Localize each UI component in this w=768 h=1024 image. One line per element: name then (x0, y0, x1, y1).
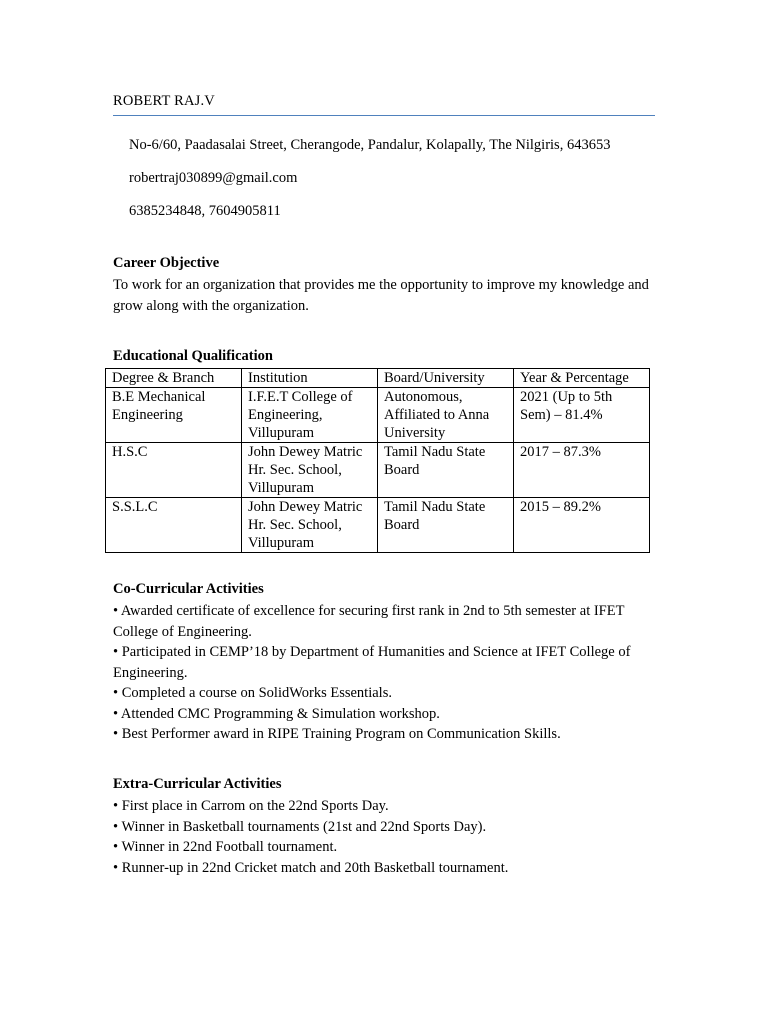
list-item: • Winner in 22nd Football tournament. (113, 839, 338, 855)
co-curricular-heading: Co-Curricular Activities (113, 581, 264, 597)
table-cell: 2015 – 89.2% (514, 498, 650, 553)
list-item: • Completed a course on SolidWorks Essentials. (113, 685, 392, 701)
list-item: • Attended CMC Programming & Simulation workshop. (113, 705, 440, 722)
table-cell: Tamil Nadu State Board (378, 498, 514, 553)
table-cell: Autonomous, Affiliated to Anna University (378, 388, 514, 443)
header-divider (113, 115, 655, 116)
table-cell: John Dewey Matric Hr. Sec. School, Villupuram (242, 498, 378, 553)
candidate-name: ROBERT RAJ.V (113, 93, 215, 109)
table-cell: 2017 – 87.3% (514, 443, 650, 498)
table-cell: H.S.C (106, 443, 242, 498)
education-table (105, 368, 650, 553)
list-item: • Winner in Basketball tournaments (21st and 22nd Sports Day). (113, 818, 487, 835)
table-cell: B.E Mechanical Engineering (106, 388, 242, 443)
list-item: • First place in Carrom on the 22nd Sports Day. (113, 798, 389, 814)
education-heading: Educational Qualification (113, 348, 273, 364)
list-item: • Awarded certificate of excellence for securing first rank in 2nd to 5th semester at IFET College of Engineering. (113, 603, 625, 640)
table-header-row (106, 369, 650, 388)
table-header-cell: Year & Percentage (514, 369, 650, 388)
table-cell: John Dewey Matric Hr. Sec. School, Villupuram (242, 443, 378, 498)
extra-curricular-list (113, 796, 658, 878)
address: No-6/60, Paadasalai Street, Cherangode, Pandalur, Kolapally, The Nilgiris, 643653 (129, 137, 611, 153)
table-cell: S.S.L.C (106, 498, 242, 553)
list-item: • Participated in CEMP’18 by Department of Humanities and Science at IFET College of Engineering. (113, 644, 631, 681)
table-cell: I.F.E.T College of Engineering, Villupuram (242, 388, 378, 443)
email: robertraj030899@gmail.com (129, 170, 298, 186)
table-row (106, 443, 650, 498)
career-objective-heading: Career Objective (113, 255, 220, 271)
extra-curricular-heading: Extra-Curricular Activities (113, 776, 282, 792)
phone-numbers: 6385234848, 7604905811 (129, 203, 281, 219)
co-curricular-list (113, 601, 658, 745)
career-objective-text: To work for an organization that provides me the opportunity to improve my knowledge and grow along with the organization. (113, 277, 649, 314)
table-header-cell: Institution (242, 369, 378, 388)
table-row (106, 498, 650, 553)
list-item: • Runner-up in 22nd Cricket match and 20th Basketball tournament. (113, 859, 509, 876)
table-cell: Tamil Nadu State Board (378, 443, 514, 498)
table-header-cell: Degree & Branch (106, 369, 242, 388)
list-item: • Best Performer award in RIPE Training Program on Communication Skills. (113, 726, 561, 742)
table-header-cell: Board/University (378, 369, 514, 388)
table-row (106, 388, 650, 443)
table-cell: 2021 (Up to 5th Sem) – 81.4% (514, 388, 650, 443)
